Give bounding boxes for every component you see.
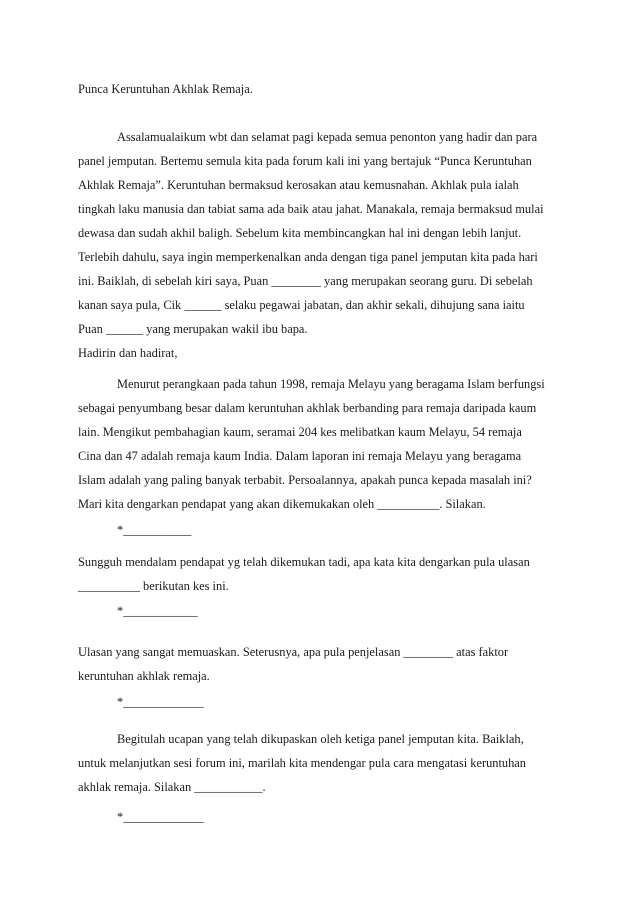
paragraph-line: lain. Mengikut pembahagian kaum, seramai 204 kes melibatkan kaum Melayu, 54 remaja [78,425,522,439]
paragraph-line: __________ berikutan kes ini. [78,579,229,593]
paragraph-line: ini. Baiklah, di sebelah kiri saya, Puan ________ yang merupakan seorang guru. Di sebelah [78,274,533,288]
paragraph-line: Menurut perangkaan pada tahun 1998, remaja Melayu yang beragama Islam berfungsi [117,377,545,391]
document-title: Punca Keruntuhan Akhlak Remaja. [78,82,253,96]
salutation: Hadirin dan hadirat, [78,346,178,360]
paragraph-line: Mari kita dengarkan pendapat yang akan dikemukakan oleh __________. Silakan. [78,497,486,511]
paragraph-line: tingkah laku manusia dan tabiat sama ada baik atau jahat. Manakala, remaja bermaksud mulai [78,202,544,216]
paragraph-line: sebagai penyumbang besar dalam keruntuhan akhlak berbanding para remaja daripada kaum [78,401,537,415]
paragraph-line: keruntuhan akhlak remaja. [78,669,210,683]
paragraph-line: Assalamualaikum wbt dan selamat pagi kepada semua penonton yang hadir dan para [117,130,538,144]
paragraph-line: Terlebih dahulu, saya ingin memperkenalkan anda dengan tiga panel jemputan kita pada hari [78,250,538,264]
paragraph-line: akhlak remaja. Silakan ___________. [78,780,266,794]
paragraph-line: dewasa dan sudah akhil baligh. Sebelum kita membincangkan hal ini dengan lebih lanjut. [78,226,522,240]
blank-line: *_____________ [117,810,204,824]
paragraph-line: Akhlak Remaja”. Keruntuhan bermaksud kerosakan atau kemusnahan. Akhlak pula ialah [78,178,519,192]
paragraph-line: Sungguh mendalam pendapat yg telah dikemukan tadi, apa kata kita dengarkan pula ulasan [78,555,530,569]
paragraph-line: untuk melanjutkan sesi forum ini, marilah kita mendengar pula cara mengatasi keruntuhan [78,756,526,770]
paragraph-line: Ulasan yang sangat memuaskan. Seterusnya, apa pula penjelasan ________ atas faktor [78,645,509,659]
paragraph-line: Puan ______ yang merupakan wakil ibu bapa. [78,322,308,336]
blank-line: *_____________ [117,695,204,709]
blank-line: *___________ [117,523,192,537]
paragraph-line: Cina dan 47 adalah remaja kaum India. Dalam laporan ini remaja Melayu yang beragama [78,449,522,463]
paragraph-line: panel jemputan. Bertemu semula kita pada forum kali ini yang bertajuk “Punca Keruntuhan [78,154,532,168]
blank-line: *____________ [117,604,198,618]
paragraph-line: Islam adalah yang paling banyak terbabit. Persoalannya, apakah punca kepada masalah ini? [78,473,532,487]
paragraph-line: kanan saya pula, Cik ______ selaku pegawai jabatan, dan akhir sekali, dihujung sana iaitu [78,298,525,312]
paragraph-line: Begitulah ucapan yang telah dikupaskan oleh ketiga panel jemputan kita. Baiklah, [117,732,524,746]
